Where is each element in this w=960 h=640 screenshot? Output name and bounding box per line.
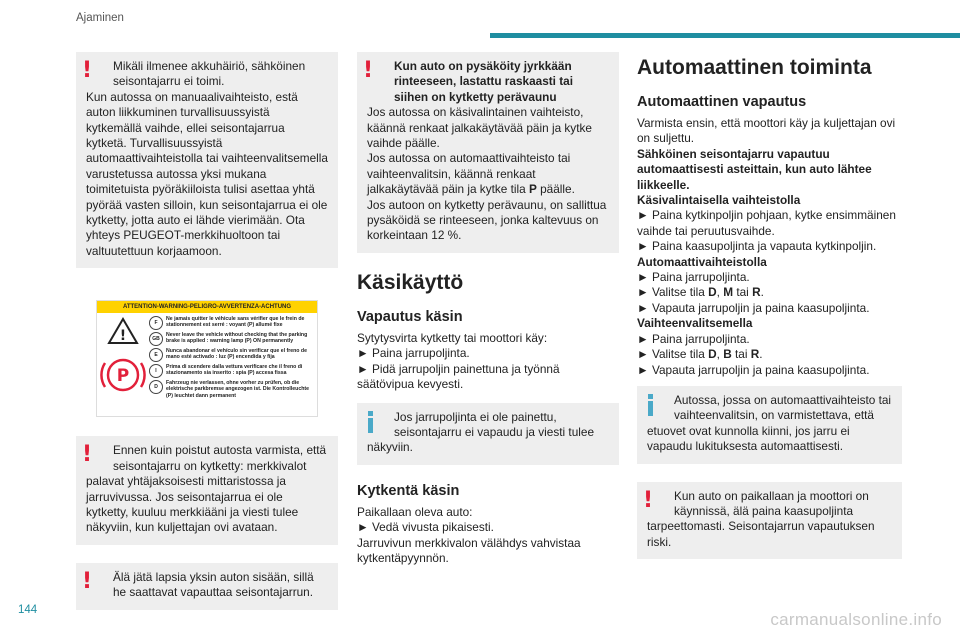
step: ► Paina jarrupoljinta. xyxy=(637,331,750,346)
svg-text:!: ! xyxy=(119,328,127,344)
label-line-text: Never leave the vehicle without checking that the parking brake is applied : warning lamp (P) ON permanently xyxy=(166,332,308,345)
text-line: Paikallaan oleva auto: xyxy=(357,504,473,519)
subheading-selector: Vaihteenvalitsemella xyxy=(637,316,753,331)
label-line xyxy=(149,316,313,330)
warning-icon: ! xyxy=(82,568,93,594)
header-accent-bar xyxy=(490,33,960,38)
warning-text-first: Älä jätä lapsia yksin auton sisään, sillä he saattavat vapauttaa seisontajarrun. xyxy=(113,569,314,600)
step xyxy=(637,285,902,300)
step: ► Vapauta jarrupoljin ja paina kaasupoljinta. xyxy=(637,300,870,315)
label-banner: ATTENTION-WARNING-PELIGRO-AVVERTENZA-ACHTUNG xyxy=(97,301,317,313)
apply-text xyxy=(357,505,619,567)
warning-box-accelerator xyxy=(637,482,902,560)
text: päälle. xyxy=(536,182,575,197)
watermark: carmanualsonline.info xyxy=(770,610,942,629)
warning-bold-first xyxy=(367,59,609,105)
warning-p3: Jos autoon on kytketty perävaunu, on sallittua pysäköidä se rinteeseen, jonka kaltevuus on korkeintaan 12 %. xyxy=(367,197,607,243)
label-line-text: Fahrzeug nie verlassen, ohne vorher zu prüfen, ob die elektrische parkbremse angezogen ist. Die Kontrolleuchte (P) leuchtet dann permanent xyxy=(166,380,309,399)
warning-box-children xyxy=(76,563,338,610)
mode: R xyxy=(752,285,761,300)
info-icon xyxy=(363,411,377,433)
svg-text:P: P xyxy=(116,366,130,386)
step: ► Paina kytkinpoljin pohjaan, kytke ensimmäinen vaihde tai peruutusvaihde. xyxy=(637,208,896,238)
label-language-code: F xyxy=(149,316,163,330)
mode: B xyxy=(723,347,732,362)
warning-text-rest: palavat yhtäjaksoisesti mittaristossa ja jarruvivussa. Jos seisontajarrua ei ole kytketty, kuuluu merkkiääni ja viesti tulee näkyviin, kun kuljettajan ovi avataan. xyxy=(86,474,299,535)
parking-brake-warning-label xyxy=(96,300,318,417)
label-line-text: Nunca abandonar el vehículo sin verificar que el freno de mano esté activado : luz (P) encendida y fija xyxy=(166,348,307,361)
warning-box-leave-vehicle xyxy=(76,436,338,544)
text-line: ► Paina jarrupoljinta. xyxy=(357,346,470,361)
text: . xyxy=(759,347,763,362)
label-language-code: D xyxy=(149,380,163,394)
warning-icon: ! xyxy=(643,487,654,513)
warning-p2 xyxy=(367,151,609,197)
label-line-text: Ne jamais quitter le véhicule sans vérifier que le frein de stationnement est serré : voyant (P) allumé fixe xyxy=(166,316,305,329)
text-line: Jarruvivun merkkivalon välähdys vahvistaa kytkentäpyynnön. xyxy=(357,535,581,565)
warning-text-first: Ennen kuin poistut autosta varmista, että seisontajarru on kytketty: merkkivalot xyxy=(113,443,327,473)
warning-icon: ! xyxy=(363,58,374,83)
heading-apply: Kytkentä käsin xyxy=(357,482,460,499)
heading-manual: Käsikäyttö xyxy=(357,270,464,294)
label-line-text: Prima di scendere dalla vettura verificare che il freno di stazionamento sia inserito : spia (P) accesa fissa xyxy=(166,364,303,377)
text: Jos autossa on automaattivaihteisto tai vaihteenvalitsin, käännä renkaat jalkakäytävää päin ja kytke tila xyxy=(367,151,571,197)
text-line: Sytytysvirta kytketty tai moottori käy: xyxy=(357,330,548,345)
text: tai xyxy=(731,347,751,362)
auto-release-text xyxy=(637,116,902,378)
label-language-lines xyxy=(149,316,313,401)
page-number: 144 xyxy=(18,604,38,616)
info-text-rest: näkyviin. xyxy=(367,440,413,455)
info-box-doors xyxy=(637,386,902,464)
heading-auto-release: Automaattinen vapautus xyxy=(637,94,807,110)
text-line: ► Pidä jarrupoljin painettuna ja työnnä säätövipua kevyesti. xyxy=(357,361,560,392)
warning-text-first: Mikäli ilmenee akkuhäiriö, sähköinen seisontajarru ei toimi. xyxy=(113,59,306,89)
label-language-code: E xyxy=(149,348,163,362)
mode: D xyxy=(708,347,717,362)
warning-text-rest: tarpeettomasti. Seisontajarrun vapautuksen riski. xyxy=(647,519,875,549)
info-text-first: Autossa, jossa on automaattivaihteisto tai vaihteenvalitsin, on varmistettava, että xyxy=(674,392,892,423)
info-text-first: Jos jarrupoljinta ei ole painettu, seisontajarru ei vapaudu ja viesti tulee xyxy=(394,409,595,439)
warning-p1: Jos autossa on käsivalintainen vaihteisto, käännä renkaat jalkakäytävää päin ja kytke vaihde päälle. xyxy=(367,105,592,151)
info-text-rest: etuovet ovat kunnolla kiinni, jos jarru ei vapaudu lukituksesta automaattisesti. xyxy=(647,423,850,454)
mode: R xyxy=(750,347,760,362)
warning-box-battery xyxy=(76,52,338,268)
text: , xyxy=(716,347,724,362)
label-line xyxy=(149,364,313,378)
label-language-code: I xyxy=(149,364,163,378)
label-line xyxy=(149,380,313,399)
warning-icon: ! xyxy=(82,442,93,468)
subheading-automatic-gearbox: Automaattivaihteistolla xyxy=(637,254,767,269)
text-bold: Sähköinen seisontajarru vapautuu automaattisesti asteittain, kun auto lähtee liikkeelle. xyxy=(637,146,872,192)
mode-p: P xyxy=(528,182,537,197)
text: ► Valitse tila xyxy=(637,285,709,300)
step: ► Paina kaasupoljinta ja vapauta kytkinpoljin. xyxy=(637,239,877,254)
subheading-manual-gearbox: Käsivalintaisella vaihteistolla xyxy=(637,193,801,208)
label-language-code: GB xyxy=(149,332,163,346)
mode: D xyxy=(708,285,717,300)
heading-automatic: Automaattinen toiminta xyxy=(637,56,872,79)
warning-icon: ! xyxy=(82,58,93,83)
column-middle xyxy=(357,52,619,566)
mode: M xyxy=(723,285,734,300)
warning-box-slope xyxy=(357,52,619,253)
column-right xyxy=(637,52,902,577)
step: ► Paina jarrupoljinta. xyxy=(637,270,750,285)
label-line xyxy=(149,332,313,346)
info-icon xyxy=(643,394,657,416)
section-title: Ajaminen xyxy=(76,12,124,24)
text: tai xyxy=(733,285,753,300)
warning-text-rest: Kun autossa on manuaalivaihteisto, estä auton liikkuminen turvallisuussyistä kytkemällä vaihde, ellei seisontajarrua kytketä. Turvallisuussyistä automaattivaihteistolla tai vaihteenvalitsemella varustetussa autossa yksi mukana toimitetuista pyöräkiiloista tulisi asettaa yhtä pyörää vasten silloin, kun seisontajarrua ei ole kytketty, jotta auto ei lähde vierimään. Ota yhteys PEUGEOT-merkkihuoltoon tai valtuutettuun korjaamoon. xyxy=(86,89,328,258)
warning-bold: Kun auto on pysäköity jyrkkään rinteeseen, lastattu raskaasti tai siihen on kytketty perävaunu xyxy=(394,59,574,104)
text: ► Valitse tila xyxy=(637,347,709,362)
release-text xyxy=(357,331,619,393)
label-line xyxy=(149,348,313,362)
step: ► Vapauta jarrupoljin ja paina kaasupoljinta. xyxy=(637,362,870,377)
text: . xyxy=(760,285,764,300)
text-line: Varmista ensin, että moottori käy ja kuljettajan ovi on suljettu. xyxy=(637,116,896,146)
info-box-brake-pedal xyxy=(357,403,619,465)
heading-release: Vapautus käsin xyxy=(357,308,463,325)
step xyxy=(637,347,902,362)
text: , xyxy=(716,285,724,300)
warning-text-first: Kun auto on paikallaan ja moottori on käynnissä, älä paina kaasupoljinta xyxy=(674,488,869,518)
text-line: ► Vedä vivusta pikaisesti. xyxy=(357,520,494,535)
